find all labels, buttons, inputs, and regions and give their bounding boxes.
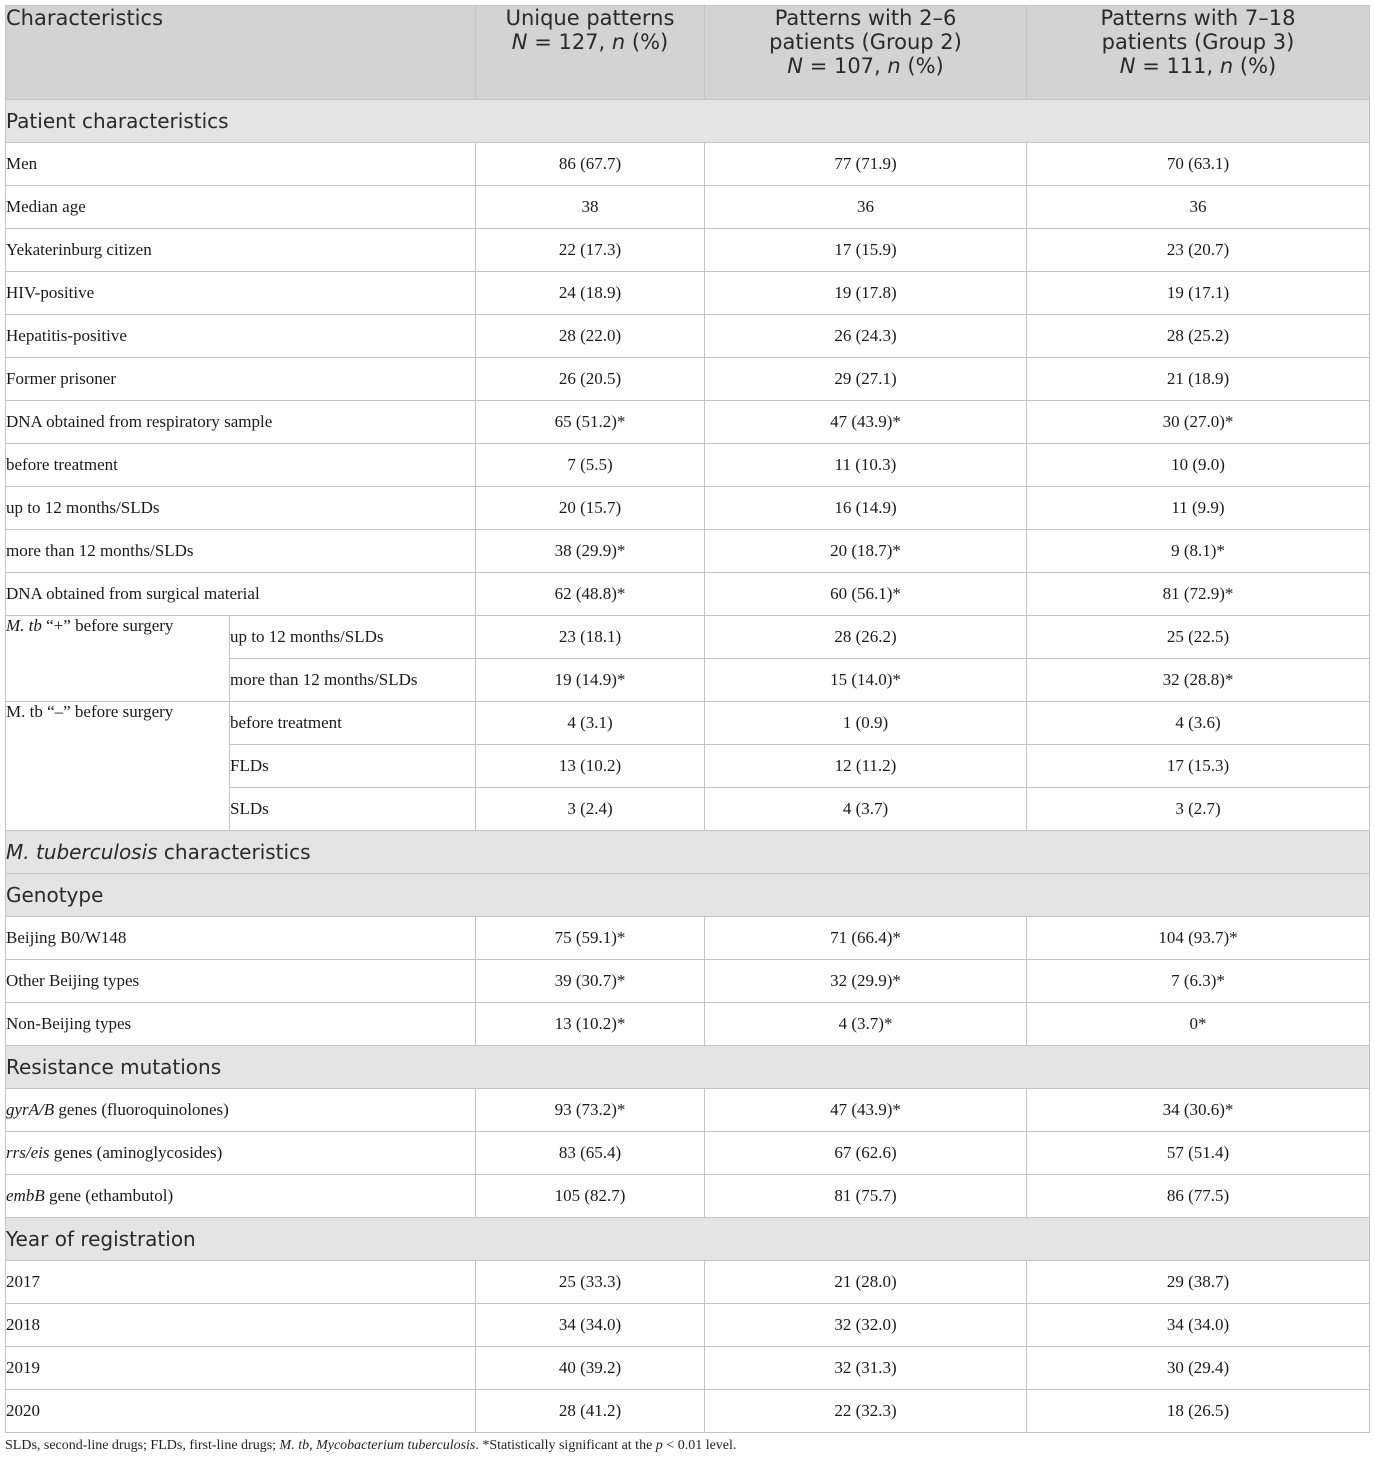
header-group-3 [1027,6,1370,100]
cell-unique: 83 (65.4) [476,1132,705,1175]
cell-group3: 32 (28.8)* [1027,659,1370,702]
row-label: before treatment [230,702,476,745]
cell-group2: 32 (29.9)* [705,960,1027,1003]
section-resistance-mutations: Resistance mutations [6,1046,1370,1089]
row-label: 2020 [6,1390,476,1433]
cell-group3: 104 (93.7)* [1027,917,1370,960]
header-col2-line2: patients (Group 2) [769,30,962,54]
header-col3-line3: N = 111, n (%) [1119,54,1277,78]
cell-group2: 21 (28.0) [705,1261,1027,1304]
cell-group2: 15 (14.0)* [705,659,1027,702]
cell-unique: 40 (39.2) [476,1347,705,1390]
header-col1-line1: Unique patterns [505,6,675,30]
header-group-2 [705,6,1027,100]
section-year-of-registration: Year of registration [6,1218,1370,1261]
cell-unique: 75 (59.1)* [476,917,705,960]
cell-unique: 19 (14.9)* [476,659,705,702]
section-patient-characteristics: Patient characteristics [6,100,1370,143]
table-header-row [6,6,1370,100]
cell-group3: 86 (77.5) [1027,1175,1370,1218]
row-label: DNA obtained from respiratory sample [6,401,476,444]
table-row [6,1261,1370,1304]
cell-group2: 28 (26.2) [705,616,1027,659]
cell-group2: 26 (24.3) [705,315,1027,358]
cell-unique: 4 (3.1) [476,702,705,745]
row-label: before treatment [6,444,476,487]
cell-group3: 23 (20.7) [1027,229,1370,272]
cell-unique: 20 (15.7) [476,487,705,530]
cell-unique: 28 (41.2) [476,1390,705,1433]
cell-group2: 4 (3.7)* [705,1003,1027,1046]
table-row [6,1390,1370,1433]
table-row [6,1175,1370,1218]
row-label: more than 12 months/SLDs [230,659,476,702]
header-unique-patterns [476,6,705,100]
row-label: Non-Beijing types [6,1003,476,1046]
cell-group2: 12 (11.2) [705,745,1027,788]
row-label: embB gene (ethambutol) [6,1175,476,1218]
table-row [6,960,1370,1003]
cell-unique: 13 (10.2) [476,745,705,788]
row-label: Median age [6,186,476,229]
cell-group3: 17 (15.3) [1027,745,1370,788]
table-row [6,186,1370,229]
table-row [6,1003,1370,1046]
cell-group2: 36 [705,186,1027,229]
cell-group3: 9 (8.1)* [1027,530,1370,573]
row-label: up to 12 months/SLDs [6,487,476,530]
row-label: Hepatitis-positive [6,315,476,358]
section-genotype: Genotype [6,874,1370,917]
table-row [6,315,1370,358]
characteristics-table [5,5,1370,1433]
cell-group3: 10 (9.0) [1027,444,1370,487]
cell-group3: 21 (18.9) [1027,358,1370,401]
row-label: 2017 [6,1261,476,1304]
table-row [6,573,1370,616]
cell-unique: 34 (34.0) [476,1304,705,1347]
cell-group2: 60 (56.1)* [705,573,1027,616]
table-row [6,143,1370,186]
table-row [6,1132,1370,1175]
table-row [6,229,1370,272]
row-label: Men [6,143,476,186]
cell-group2: 32 (31.3) [705,1347,1027,1390]
row-label: Former prisoner [6,358,476,401]
group-label-mtb-positive: M. tb “+” before surgery [6,616,230,702]
cell-unique: 86 (67.7) [476,143,705,186]
cell-unique: 23 (18.1) [476,616,705,659]
cell-unique: 62 (48.8)* [476,573,705,616]
cell-group2: 71 (66.4)* [705,917,1027,960]
row-label: Beijing B0/W148 [6,917,476,960]
table-row [6,1089,1370,1132]
cell-group3: 19 (17.1) [1027,272,1370,315]
row-label: rrs/eis genes (aminoglycosides) [6,1132,476,1175]
cell-group3: 81 (72.9)* [1027,573,1370,616]
row-label: more than 12 months/SLDs [6,530,476,573]
header-col2-line1: Patterns with 2–6 [774,6,957,30]
table-row [6,401,1370,444]
header-col3-line1: Patterns with 7–18 [1100,6,1296,30]
cell-unique: 7 (5.5) [476,444,705,487]
row-label: gyrA/B genes (fluoroquinolones) [6,1089,476,1132]
cell-group3: 36 [1027,186,1370,229]
cell-unique: 22 (17.3) [476,229,705,272]
cell-group3: 11 (9.9) [1027,487,1370,530]
cell-group3: 0* [1027,1003,1370,1046]
cell-group2: 32 (32.0) [705,1304,1027,1347]
table-row [6,1347,1370,1390]
row-label: Other Beijing types [6,960,476,1003]
cell-group3: 57 (51.4) [1027,1132,1370,1175]
cell-group2: 29 (27.1) [705,358,1027,401]
cell-unique: 26 (20.5) [476,358,705,401]
cell-group3: 7 (6.3)* [1027,960,1370,1003]
cell-group3: 30 (29.4) [1027,1347,1370,1390]
cell-group3: 29 (38.7) [1027,1261,1370,1304]
cell-group2: 16 (14.9) [705,487,1027,530]
table-row [6,917,1370,960]
cell-group3: 18 (26.5) [1027,1390,1370,1433]
row-label: 2018 [6,1304,476,1347]
cell-unique: 3 (2.4) [476,788,705,831]
cell-group3: 30 (27.0)* [1027,401,1370,444]
group-label-mtb-negative: M. tb “–” before surgery [6,702,230,831]
header-col2-line3: N = 107, n (%) [787,54,944,78]
cell-group2: 47 (43.9)* [705,1089,1027,1132]
cell-unique: 24 (18.9) [476,272,705,315]
row-label: FLDs [230,745,476,788]
cell-unique: 13 (10.2)* [476,1003,705,1046]
section-mtb-characteristics: M. tuberculosis characteristics [6,831,1370,874]
header-col1-line2: N = 127, n (%) [511,30,669,54]
table-row [6,444,1370,487]
table-footnote: SLDs, second-line drugs; FLDs, first-line drugs; M. tb, Mycobacterium tuberculosis. *Statistically significant at the p < 0.01 level. [5,1438,737,1453]
row-label: Yekaterinburg citizen [6,229,476,272]
cell-group2: 22 (32.3) [705,1390,1027,1433]
cell-group3: 34 (30.6)* [1027,1089,1370,1132]
cell-unique: 93 (73.2)* [476,1089,705,1132]
table-row [6,702,1370,745]
cell-unique: 105 (82.7) [476,1175,705,1218]
cell-group3: 34 (34.0) [1027,1304,1370,1347]
table-row [6,616,1370,659]
header-col3-line2: patients (Group 3) [1101,30,1295,54]
cell-unique: 38 [476,186,705,229]
table-row [6,530,1370,573]
row-label: 2019 [6,1347,476,1390]
cell-group3: 3 (2.7) [1027,788,1370,831]
header-characteristics: Characteristics [6,6,476,100]
cell-group3: 25 (22.5) [1027,616,1370,659]
cell-group3: 4 (3.6) [1027,702,1370,745]
cell-unique: 38 (29.9)* [476,530,705,573]
cell-group3: 28 (25.2) [1027,315,1370,358]
cell-unique: 39 (30.7)* [476,960,705,1003]
row-label: SLDs [230,788,476,831]
cell-unique: 25 (33.3) [476,1261,705,1304]
table-row [6,487,1370,530]
cell-group2: 1 (0.9) [705,702,1027,745]
cell-group2: 11 (10.3) [705,444,1027,487]
cell-group2: 47 (43.9)* [705,401,1027,444]
row-label: DNA obtained from surgical material [6,573,476,616]
cell-unique: 28 (22.0) [476,315,705,358]
cell-group2: 77 (71.9) [705,143,1027,186]
cell-group2: 20 (18.7)* [705,530,1027,573]
table-row [6,1304,1370,1347]
cell-group2: 19 (17.8) [705,272,1027,315]
table-row [6,272,1370,315]
cell-group2: 81 (75.7) [705,1175,1027,1218]
cell-group3: 70 (63.1) [1027,143,1370,186]
cell-group2: 67 (62.6) [705,1132,1027,1175]
cell-group2: 4 (3.7) [705,788,1027,831]
cell-group2: 17 (15.9) [705,229,1027,272]
row-label: up to 12 months/SLDs [230,616,476,659]
cell-unique: 65 (51.2)* [476,401,705,444]
row-label: HIV-positive [6,272,476,315]
table-row [6,358,1370,401]
